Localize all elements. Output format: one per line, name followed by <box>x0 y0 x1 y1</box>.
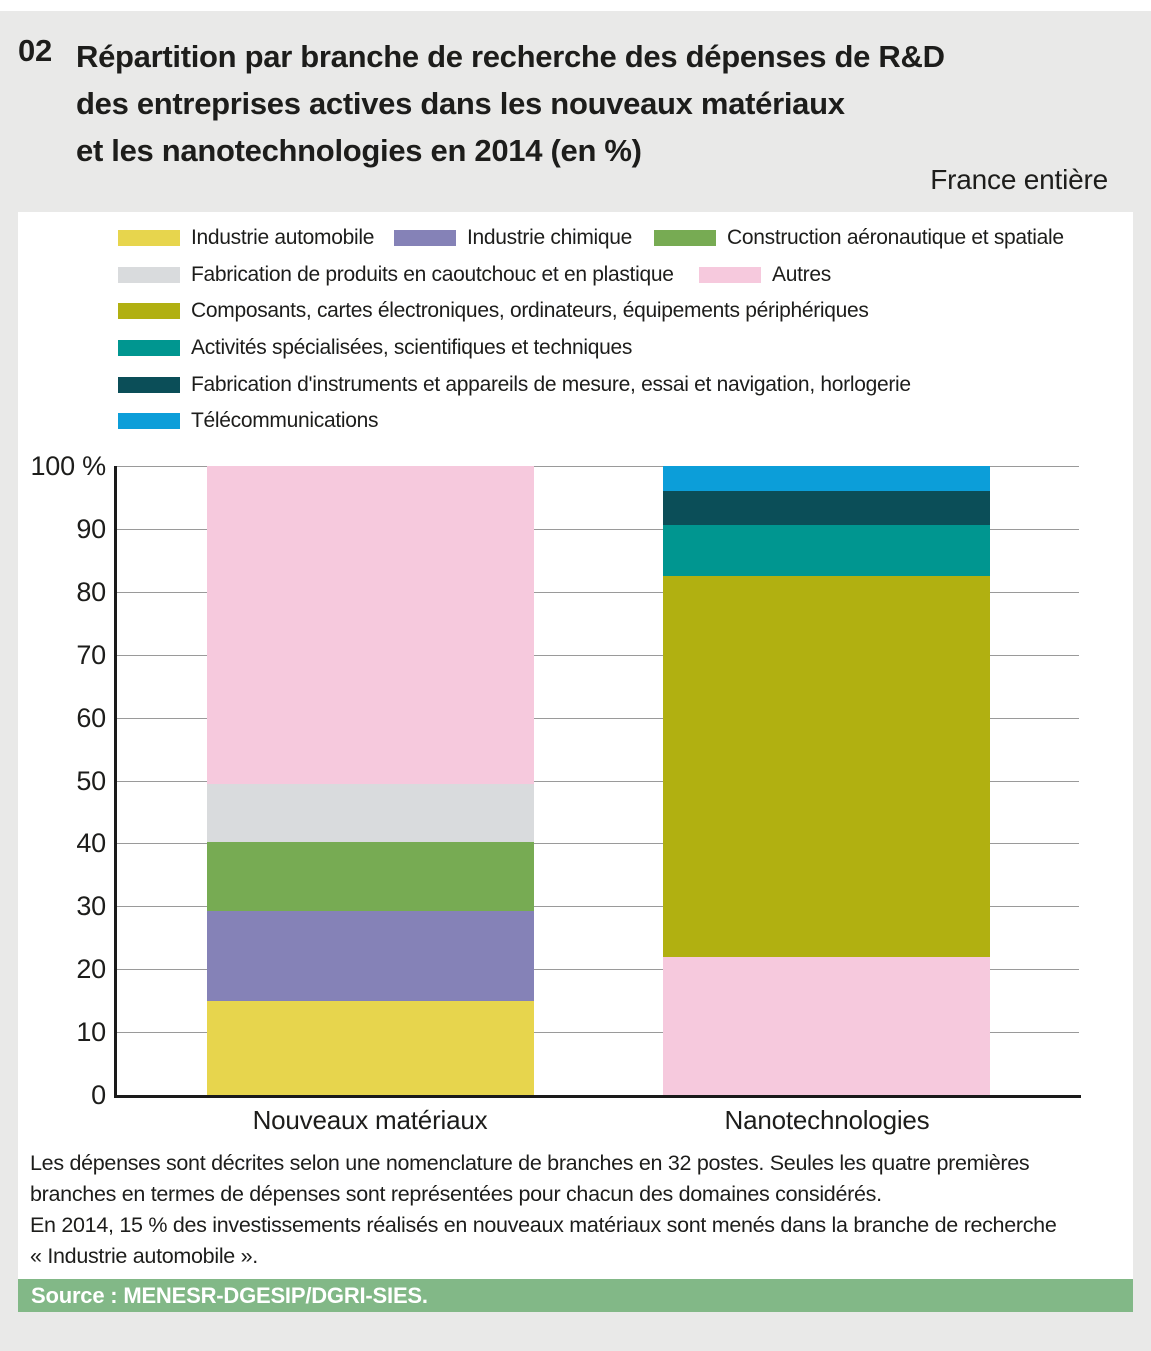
legend-label: Composants, cartes électroniques, ordinateurs, équipements périphériques <box>191 299 869 322</box>
legend-label: Activités spécialisées, scientifiques et techniques <box>191 336 633 359</box>
bar-nouveaux-materiaux <box>207 466 534 1095</box>
figure-number: 02 <box>18 33 52 68</box>
legend-item <box>118 264 674 286</box>
page-title <box>76 33 945 174</box>
y-axis-labels <box>18 451 106 1110</box>
footnote-line: En 2014, 15 % des investissements réalisés en nouveaux matériaux sont menés dans la branche de recherche <box>30 1213 1057 1237</box>
y-tick-label: 80 <box>76 576 106 607</box>
legend-label: Industrie automobile <box>191 226 375 249</box>
legend-label: Télécommunications <box>191 409 379 432</box>
y-tick-label: 0 <box>91 1080 106 1110</box>
bar-segment <box>207 784 534 841</box>
y-tick-label: 60 <box>76 702 106 733</box>
legend-item <box>118 337 632 359</box>
legend-swatch <box>118 340 180 356</box>
legend-label: Industrie chimique <box>467 226 633 249</box>
title-line-2: des entreprises actives dans les nouveaux matériaux <box>76 86 845 121</box>
footnote-line: Les dépenses sont décrites selon une nomenclature de branches en 32 postes. Seules les quatre premières <box>30 1151 1030 1175</box>
legend-item <box>118 410 378 432</box>
x-category-label: Nanotechnologies <box>724 1105 930 1135</box>
y-tick-label: 40 <box>76 828 106 859</box>
y-tick-label: 10 <box>76 1017 106 1048</box>
legend-item <box>699 264 831 286</box>
bar-segment <box>207 1001 534 1095</box>
bar-segment <box>207 911 534 1000</box>
y-tick-label: 90 <box>76 513 106 544</box>
legend-label: Construction aéronautique et spatiale <box>727 226 1064 249</box>
legend-item <box>118 374 911 396</box>
y-tick-label: 30 <box>76 891 106 922</box>
y-tick-label: 20 <box>76 954 106 985</box>
top-margin-strip <box>0 0 1151 11</box>
x-category-label: Nouveaux matériaux <box>252 1105 488 1135</box>
y-tick-label: 100 % <box>30 451 106 481</box>
footnote-line: branches en termes de dépenses sont représentées pour chacun des domaines considérés. <box>30 1182 882 1206</box>
footnote-line: « Industrie automobile ». <box>30 1244 258 1268</box>
legend-swatch <box>118 230 180 246</box>
legend-item <box>118 300 869 322</box>
plot-area <box>116 466 1079 1095</box>
legend-swatch <box>118 267 180 283</box>
bar-segment <box>663 466 990 491</box>
title-line-3: et les nanotechnologies en 2014 (en %) <box>76 133 642 168</box>
bar-segment <box>207 466 534 784</box>
legend-label: Fabrication de produits en caoutchouc et en plastique <box>191 263 674 286</box>
x-axis-line <box>114 1095 1081 1098</box>
source-text: Source : MENESR-DGESIP/DGRI-SIES. <box>31 1282 428 1308</box>
legend-item <box>654 227 1064 249</box>
legend-item <box>394 227 632 249</box>
bar-segment <box>663 525 990 576</box>
legend-swatch <box>654 230 716 246</box>
source-bar <box>18 1279 1133 1312</box>
legend-swatch <box>118 377 180 393</box>
bar-segment <box>663 576 990 957</box>
y-tick-label: 50 <box>76 765 106 796</box>
bar-nanotechnologies <box>663 466 990 1095</box>
legend-item <box>118 227 374 249</box>
legend-swatch <box>699 267 761 283</box>
footnotes <box>30 1148 1057 1272</box>
bar-segment <box>663 491 990 525</box>
bar-segment <box>207 842 534 912</box>
legend-label: Fabrication d'instruments et appareils de mesure, essai et navigation, horlogerie <box>191 373 911 396</box>
bar-segment <box>663 957 990 1095</box>
region-label: France entière <box>930 164 1108 195</box>
title-line-1: Répartition par branche de recherche des dépenses de R&D <box>76 39 945 74</box>
y-tick-label: 70 <box>76 639 106 670</box>
legend-swatch <box>118 413 180 429</box>
legend-swatch <box>118 303 180 319</box>
legend-label: Autres <box>772 263 831 286</box>
y-axis-line <box>114 466 117 1098</box>
legend-swatch <box>394 230 456 246</box>
chart-panel <box>18 212 1133 1312</box>
